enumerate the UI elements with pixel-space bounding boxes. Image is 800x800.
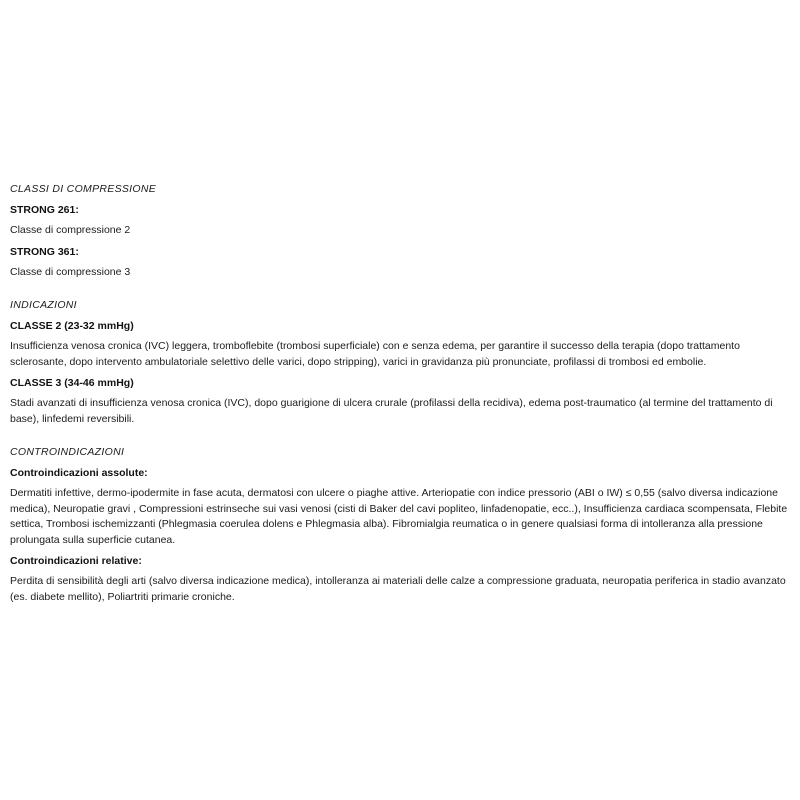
item-text-controindicazioni-relative: Perdita di sensibilità degli arti (salvo diversa indicazione medica), intolleranza ai materiali delle calze a compressione graduata, neuropatia periferica in stadio avanzato (es. diabete mellito), Poliartriti primarie croniche. [10,575,786,603]
section-indicazioni [10,297,790,427]
item-label-classe-2: CLASSE 2 (23-32 mmHg) [10,320,134,332]
section-heading-controindicazioni: CONTROINDICAZIONI [10,446,125,458]
item-text-strong-361: Classe di compressione 3 [10,265,131,278]
item-label-controindicazioni-relative: Controindicazioni relative: [10,555,142,567]
section-heading-indicazioni: INDICAZIONI [10,299,77,311]
section-controindicazioni [10,444,790,605]
item-text-controindicazioni-assolute: Dermatiti infettive, dermo-ipodermite in fase acuta, dermatosi con ulcere o piaghe attive. Arteriopatie con indice pressorio (ABI o IW) ≤ 0,55 (salvo diversa indicazione medica), Neuropatie gravi , Compressioni estrinseche sui vasi venosi (cisti di Baker del cavi popliteo, linfadenopatie, ecc..), Insufficienza cardiaca scompensata, Flebite settica, Trombosi ischemizzanti (Phlegmasia coerulea dolens e Phlegmasia alba). Fibromialgia reumatica o in genere qualsiasi forma di intolleranza alla pressione prolungata sulla superficie cutanea. [10,487,788,546]
item-label-strong-361: STRONG 361: [10,245,79,258]
section-heading-classi-di-compressione: CLASSI DI COMPRESSIONE [10,183,157,195]
section-classi-di-compressione [10,181,790,280]
item-label-strong-261: STRONG 261: [10,204,79,216]
item-label-controindicazioni-assolute: Controindicazioni assolute: [10,467,148,479]
item-text-strong-261: Classe di compressione 2 [10,224,131,236]
item-label-classe-3: CLASSE 3 (34-46 mmHg) [10,377,134,389]
item-text-classe-3: Stadi avanzati di insufficienza venosa cronica (IVC), dopo guarigione di ulcera crurale (profilassi della recidiva), edema post-traumatico (al termine del trattamento di base), linfedemi reversibili. [10,397,773,425]
item-text-classe-2: Insufficienza venosa cronica (IVC) leggera, tromboflebite (trombosi superficiale) con e senza edema, per garantire il successo della terapia (dopo trattamento sclerosante, dopo intervento ambulatoriale selettivo delle varici, dopo stripping), varici in gravidanza più pronunciate, profilassi di trombosi ed embolie. [10,340,740,368]
